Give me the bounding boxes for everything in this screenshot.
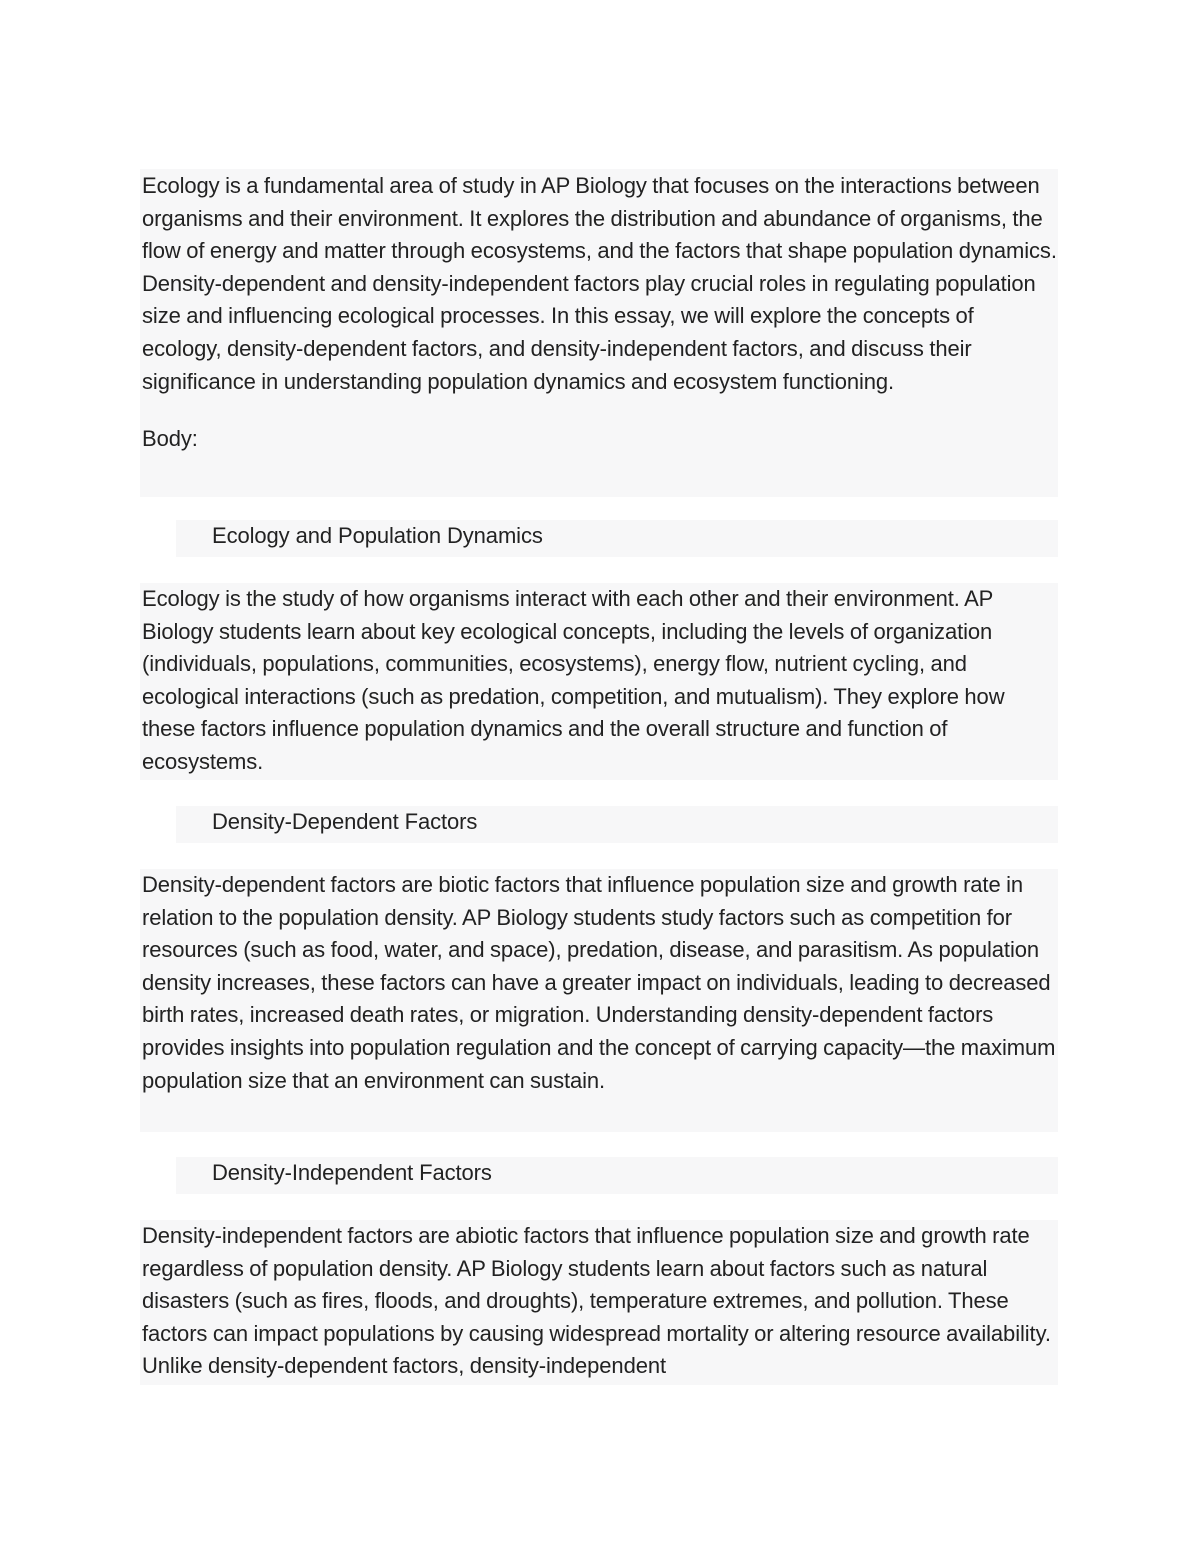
- section-heading-text: Density-Dependent Factors: [212, 809, 478, 834]
- section-block-density-independent: [140, 1220, 1058, 1385]
- section-block-ecology: [140, 583, 1058, 780]
- intro-block: [140, 169, 1058, 497]
- section-heading-density-dependent: [176, 806, 1058, 843]
- section-paragraph: Density-independent factors are abiotic factors that influence population size and growth rate regardless of population density. AP Biology students learn about factors such as natural disasters (such as fires, floods, and droughts), temperature extremes, and pollution. These factors can impact populations by causing widespread mortality or altering resource availability. Unlike density-dependent factors, density-independent: [142, 1223, 1051, 1379]
- section-paragraph: Ecology is the study of how organisms interact with each other and their environment. AP Biology students learn about key ecological concepts, including the levels of organization (individuals, populations, communities, ecosystems), energy flow, nutrient cycling, and ecological interactions (such as predation, competition, and mutualism). They explore how these factors influence population dynamics and the overall structure and function of ecosystems.: [142, 586, 1005, 774]
- intro-paragraph: Ecology is a fundamental area of study in AP Biology that focuses on the interactions between organisms and their environment. It explores the distribution and abundance of organisms, the flow of energy and matter through ecosystems, and the factors that shape population dynamics. Density-dependent and density-independent factors play crucial roles in regulating population size and influencing ecological processes. In this essay, we will explore the concepts of ecology, density-dependent factors, and density-independent factors, and discuss their significance in understanding population dynamics and ecosystem functioning.: [142, 173, 1057, 394]
- section-heading-text: Density-Independent Factors: [212, 1160, 492, 1185]
- section-block-density-dependent: [140, 869, 1058, 1132]
- section-heading-text: Ecology and Population Dynamics: [212, 523, 543, 548]
- section-paragraph: Density-dependent factors are biotic factors that influence population size and growth rate in relation to the population density. AP Biology students study factors such as competition for resources (such as food, water, and space), predation, disease, and parasitism. As population density increases, these factors can have a greater impact on individuals, leading to decreased birth rates, increased death rates, or migration. Understanding density-dependent factors provides insights into population regulation and the concept of carrying capacity—the maximum population size that an environment can sustain.: [142, 872, 1056, 1093]
- section-heading-ecology: [176, 520, 1058, 557]
- body-label: Body:: [142, 426, 198, 452]
- section-heading-density-independent: [176, 1157, 1058, 1194]
